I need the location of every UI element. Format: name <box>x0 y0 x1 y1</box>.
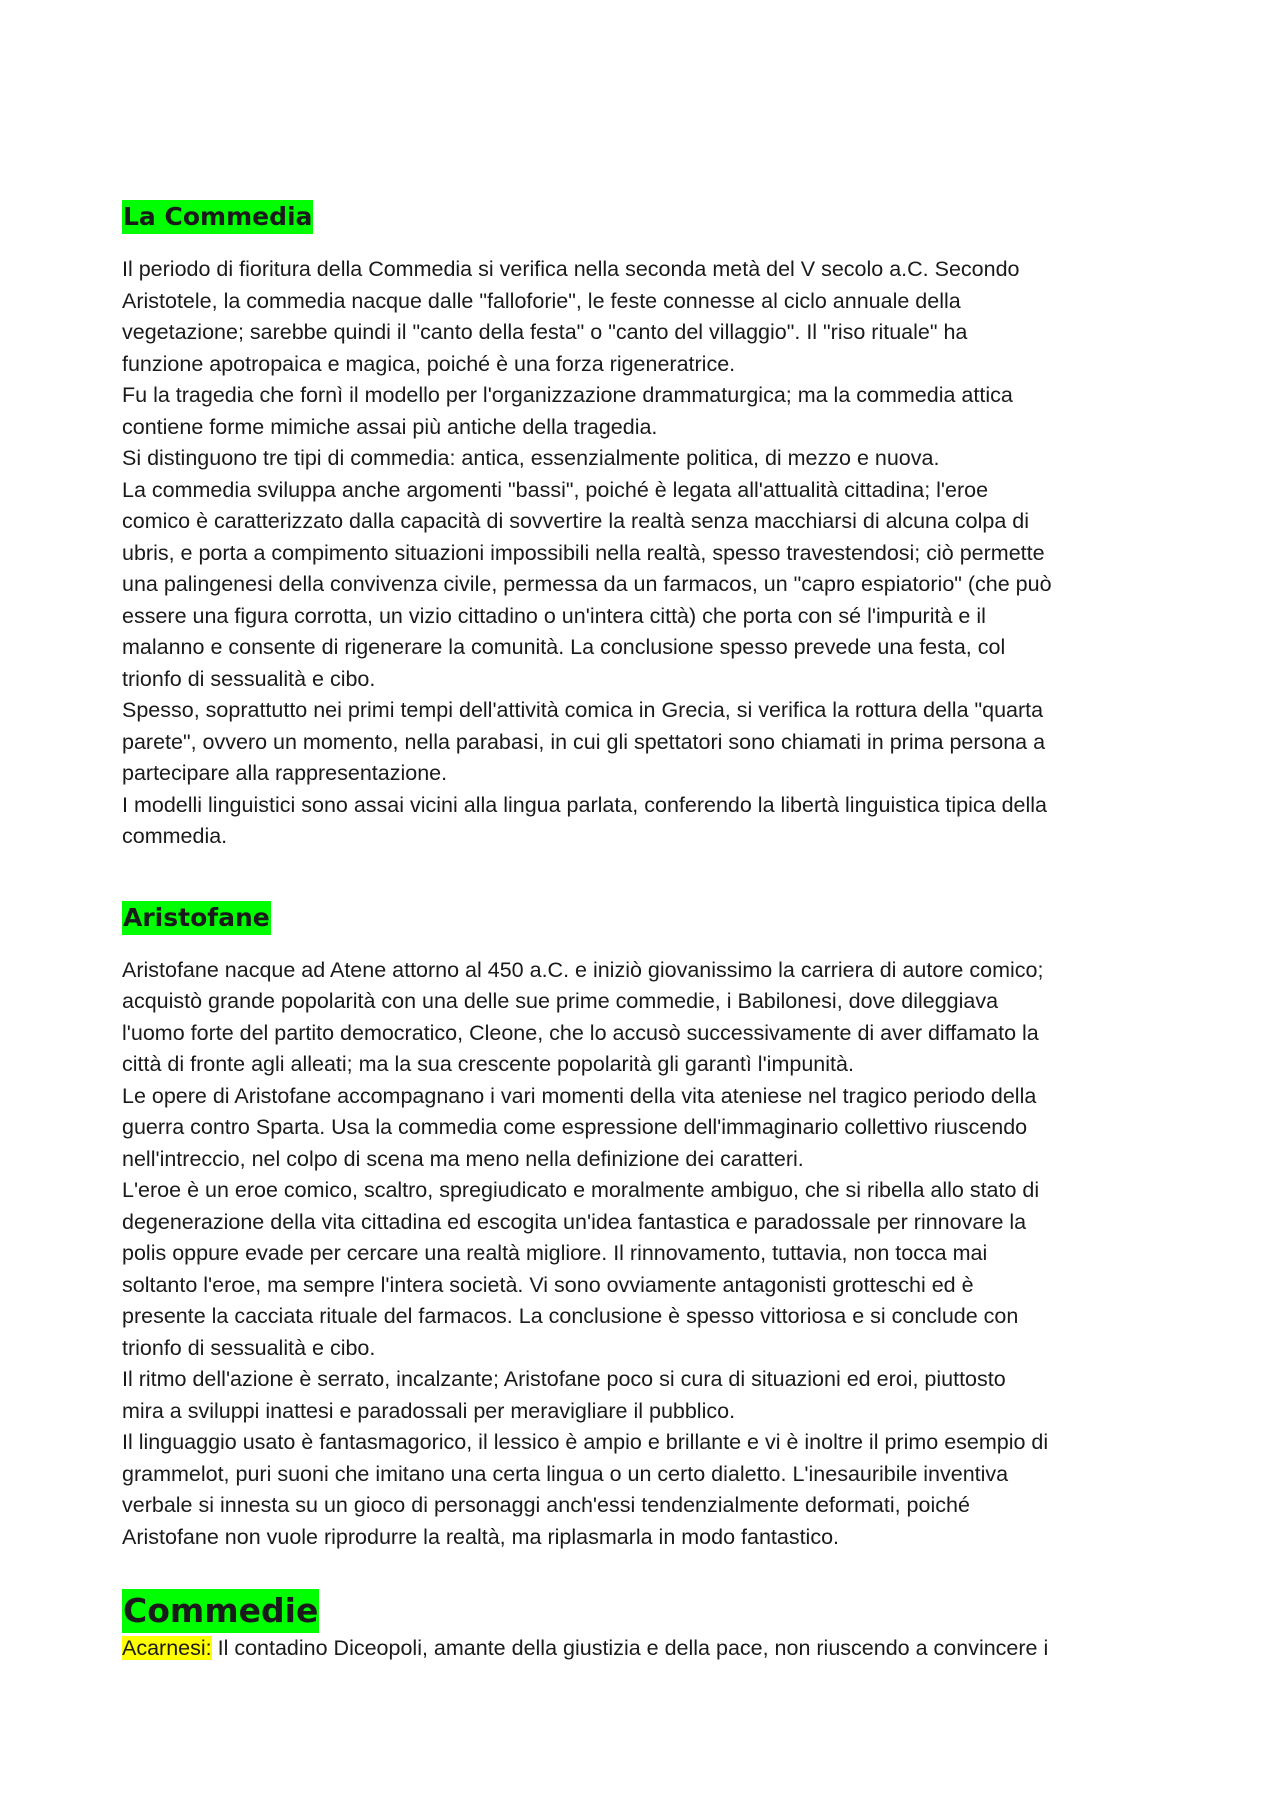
paragraph-line: Il periodo di fioritura della Commedia si verifica nella seconda metà del V secolo a.C. Secondo <box>122 257 1020 281</box>
paragraph-line: Aristofane nacque ad Atene attorno al 450 a.C. e iniziò giovanissimo la carriera di autore comico; <box>122 957 1044 982</box>
paragraph-line: commedia. <box>122 824 228 848</box>
paragraph-line: città di fronte agli alleati; ma la sua crescente popolarità gli garantì l'impunità. <box>122 1052 854 1076</box>
paragraph-line: degenerazione della vita cittadina ed escogita un'idea fantastica e paradossale per rinnovare la <box>122 1209 1027 1234</box>
paragraph-line: comico è caratterizzato dalla capacità di sovvertire la realtà senza macchiarsi di alcuna colpa di <box>122 509 1030 533</box>
paragraph-line: Si distinguono tre tipi di commedia: antica, essenzialmente politica, di mezzo e nuova. <box>122 446 940 470</box>
paragraph-line: soltanto l'eroe, ma sempre l'intera società. Vi sono ovviamente antagonisti grotteschi ed è <box>122 1272 974 1297</box>
paragraph-line: partecipare alla rappresentazione. <box>122 761 448 785</box>
paragraph-line: parete", ovvero un momento, nella parabasi, in cui gli spettatori sono chiamati in prima persona a <box>122 729 1046 754</box>
paragraph-line: funzione apotropaica e magica, poiché è una forza rigeneratrice. <box>122 351 736 376</box>
paragraph-line: ubris, e porta a compimento situazioni impossibili nella realtà, spesso travestendosi; ciò permette <box>122 540 1045 565</box>
section-aristofane-body <box>122 955 1172 1554</box>
paragraph-line: Spesso, soprattutto nei primi tempi dell'attività comica in Grecia, si verifica la rottura della "quarta <box>122 698 1044 722</box>
section-la-commedia-body <box>122 254 1172 853</box>
heading-la-commedia: La Commedia <box>122 200 313 234</box>
heading-commedie: Commedie <box>122 1589 319 1633</box>
paragraph-line: guerra contro Sparta. Usa la commedia come espressione dell'immaginario collettivo riuscendo <box>122 1115 1028 1139</box>
document-body <box>122 200 1172 1665</box>
paragraph-line: nell'intreccio, nel colpo di scena ma meno nella definizione dei caratteri. <box>122 1146 804 1171</box>
entry-text-acarnesi: Il contadino Diceopoli, amante della giustizia e della pace, non riuscendo a convincere i <box>211 1636 1049 1660</box>
paragraph-line: trionfo di sessualità e cibo. <box>122 666 376 691</box>
paragraph-line: una palingenesi della convivenza civile, permessa da un farmacos, un "capro espiatorio" (che può <box>122 572 1052 596</box>
paragraph-line: L'eroe è un eroe comico, scaltro, spregiudicato e moralmente ambiguo, che si ribella allo stato di <box>122 1178 1040 1202</box>
paragraph-line: grammelot, puri suoni che imitano una certa lingua o un certo dialetto. L'inesauribile inventiva <box>122 1461 1009 1486</box>
paragraph-line: Aristotele, la commedia nacque dalle "falloforie", le feste connesse al ciclo annuale della <box>122 288 961 313</box>
paragraph-line: I modelli linguistici sono assai vicini alla lingua parlata, conferendo la libertà linguistica tipica della <box>122 792 1048 817</box>
paragraph-line: polis oppure evade per cercare una realtà migliore. Il rinnovamento, tuttavia, non tocca mai <box>122 1241 988 1265</box>
paragraph-line: malanno e consente di rigenerare la comunità. La conclusione spesso prevede una festa, col <box>122 635 1006 659</box>
section-commedie-heading-wrap <box>122 1589 1172 1633</box>
paragraph-line: mira a sviluppi inattesi e paradossali per meravigliare il pubblico. <box>122 1398 736 1423</box>
paragraph-line: vegetazione; sarebbe quindi il "canto della festa" o "canto del villaggio". Il "riso rituale" ha <box>122 320 968 344</box>
paragraph-line: Le opere di Aristofane accompagnano i vari momenti della vita ateniese nel tragico periodo della <box>122 1083 1037 1108</box>
paragraph-line: contiene forme mimiche assai più antiche della tragedia. <box>122 414 658 439</box>
section-aristofane-heading-wrap <box>122 901 1172 935</box>
paragraph-line: l'uomo forte del partito democratico, Cleone, che lo accusò successivamente di aver diffamato la <box>122 1020 1039 1045</box>
paragraph-line: trionfo di sessualità e cibo. <box>122 1335 376 1360</box>
paragraph-line: verbale si innesta su un gioco di personaggi anch'essi tendenzialmente deformati, poiché <box>122 1493 970 1517</box>
commedia-entry-acarnesi <box>122 1633 1172 1665</box>
paragraph-line: Il ritmo dell'azione è serrato, incalzante; Aristofane poco si cura di situazioni ed eroi, piuttosto <box>122 1367 1006 1391</box>
paragraph-line: Aristofane non vuole riprodurre la realtà, ma riplasmarla in modo fantastico. <box>122 1524 840 1549</box>
paragraph-line: Fu la tragedia che fornì il modello per l'organizzazione drammaturgica; ma la commedia attica <box>122 383 1013 407</box>
heading-aristofane: Aristofane <box>122 901 271 935</box>
section-la-commedia-heading-wrap <box>122 200 1172 234</box>
paragraph-line: essere una figura corrotta, un vizio cittadino o un'intera città) che porta con sé l'impurità e il <box>122 603 986 628</box>
entry-label-acarnesi: Acarnesi: <box>122 1636 212 1660</box>
paragraph-line: acquistò grande popolarità con una delle sue prime commedie, i Babilonesi, dove dileggiava <box>122 989 999 1013</box>
paragraph-line: presente la cacciata rituale del farmacos. La conclusione è spesso vittoriosa e si conclude con <box>122 1304 1019 1328</box>
paragraph-line: La commedia sviluppa anche argomenti "bassi", poiché è legata all'attualità cittadina; l'eroe <box>122 477 989 502</box>
paragraph-line: Il linguaggio usato è fantasmagorico, il lessico è ampio e brillante e vi è inoltre il primo esempio di <box>122 1430 1049 1454</box>
